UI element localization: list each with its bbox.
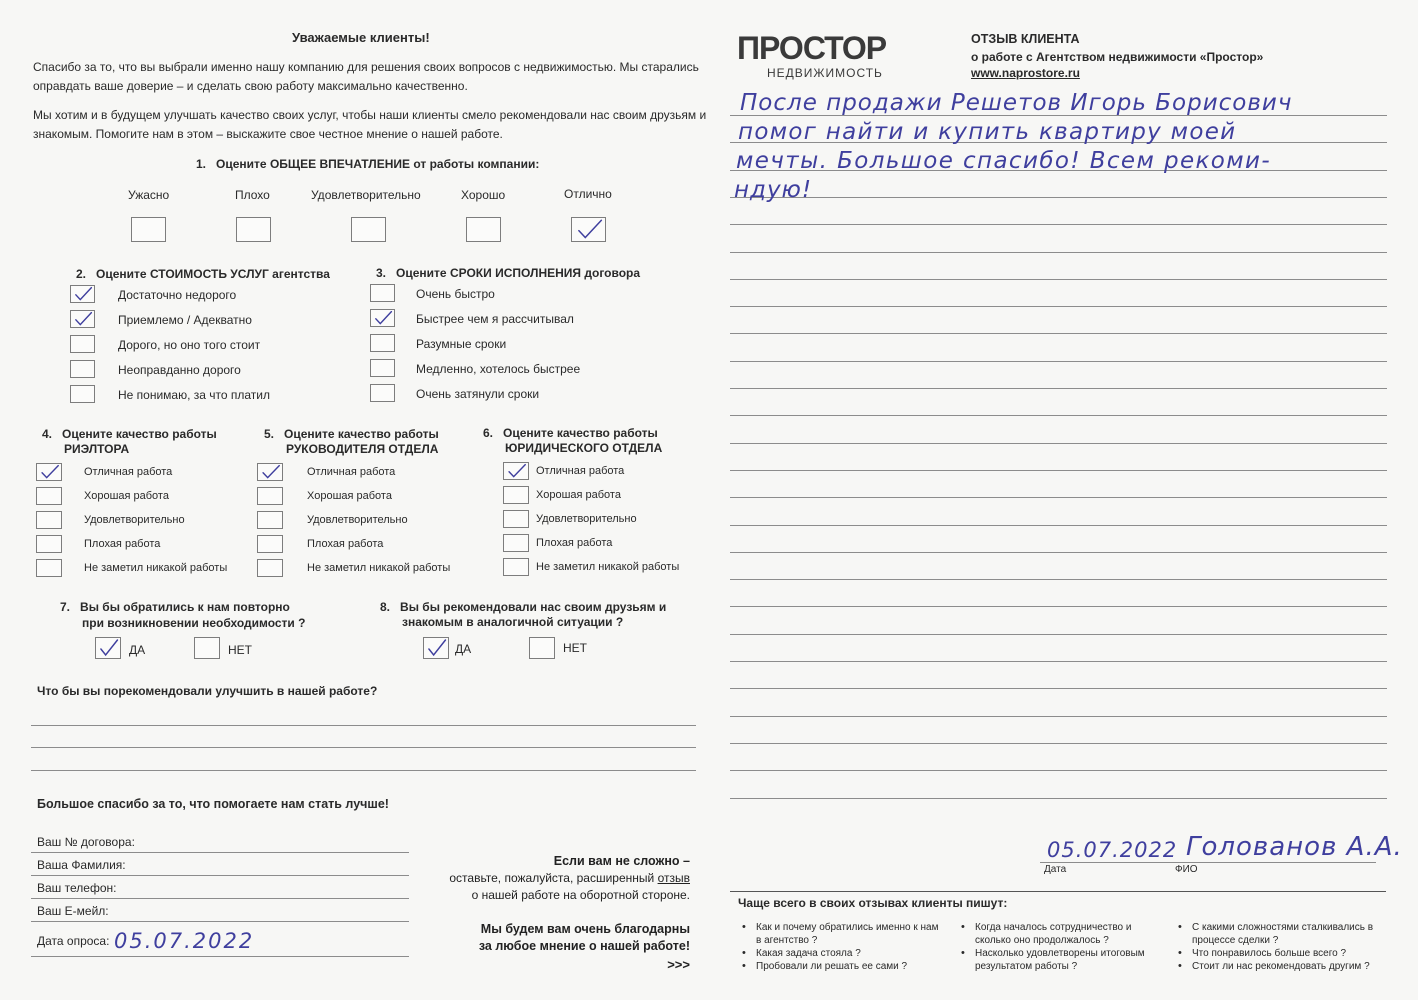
contract-label: Ваш № договора: [37, 835, 135, 849]
q7-yes-label: ДА [129, 643, 146, 657]
q5-option-checkbox[interactable] [257, 511, 283, 529]
q4-option-checkbox[interactable] [36, 487, 62, 505]
q3-option-checkbox[interactable] [370, 359, 395, 377]
q6-subject: ЮРИДИЧЕСКОГО ОТДЕЛА [505, 441, 663, 455]
q4-subject: РИЭЛТОРА [64, 442, 130, 456]
review-ruled-line[interactable] [730, 361, 1387, 362]
bullet-icon: • [961, 947, 965, 959]
tip-item [742, 921, 946, 947]
q1-option-checkbox[interactable] [571, 217, 606, 242]
surname-label: Ваша Фамилия: [37, 858, 126, 872]
bullet-icon: • [961, 921, 965, 933]
review-ruled-line[interactable] [730, 798, 1387, 799]
tips-divider [730, 891, 1386, 892]
date-value: 05.07.2022 [114, 929, 255, 953]
tip-text: Когда началось сотрудничество и сколько оно продолжалось ? [975, 922, 1132, 946]
q6-option-label: Отличная работа [536, 465, 625, 477]
phone-field[interactable] [31, 898, 409, 899]
q5-option-label: Отличная работа [307, 466, 396, 478]
q3-option-label: Быстрее чем я рассчитывал [416, 312, 574, 326]
checkmark-icon [572, 218, 605, 241]
review-text-line: После продажи Решетов Игорь Борисович [740, 90, 1293, 116]
surname-field[interactable] [31, 875, 409, 876]
q4-title [42, 427, 217, 441]
q1-option-label: Плохо [235, 188, 270, 202]
signature-date: 05.07.2022 [1047, 838, 1178, 862]
q6-option-label: Хорошая работа [536, 489, 621, 501]
improve-line[interactable] [31, 770, 696, 771]
tip-item [961, 921, 1170, 947]
q1-number: 1. [196, 157, 207, 171]
q4-option-label: Плохая работа [84, 538, 161, 550]
q2-number: 2. [76, 267, 87, 281]
email-field[interactable] [31, 921, 409, 922]
q7-yes-checkbox[interactable] [95, 637, 121, 659]
q2-option-label: Приемлемо / Адекватно [118, 313, 252, 327]
q5-number: 5. [264, 427, 275, 441]
q1-prefix: Оцените [216, 157, 267, 171]
checkmark-icon [424, 638, 448, 658]
q1-bold: ОБЩЕЕ ВПЕЧАТЛЕНИЕ [269, 157, 411, 171]
intro-text-2b: знакомым. Помогите нам в этом – выскажите свое честное мнение о нашей работе. [33, 127, 503, 141]
checkmark-icon [258, 464, 282, 480]
site-url[interactable]: www.naprostore.ru [971, 66, 1080, 80]
review-ruled-line[interactable] [730, 661, 1387, 662]
q2-option-checkbox[interactable] [70, 310, 95, 328]
q5-option-checkbox[interactable] [257, 535, 283, 553]
q2-option-checkbox[interactable] [70, 285, 95, 303]
q8-no-label: НЕТ [563, 641, 587, 655]
review-ruled-line[interactable] [730, 415, 1387, 416]
tip-text: Стоит ли нас рекомендовать другим ? [1192, 961, 1370, 972]
review-ruled-line[interactable] [730, 634, 1387, 635]
q7-number: 7. [60, 600, 71, 614]
q3-option-checkbox[interactable] [370, 334, 395, 352]
q1-option-label: Отлично [564, 187, 612, 201]
q8-yes-label: ДА [455, 642, 472, 656]
q3-option-label: Медленно, хотелось быстрее [416, 362, 581, 376]
q5-option-checkbox[interactable] [257, 463, 283, 481]
q3-suffix: договора [584, 266, 641, 280]
q5-option-label: Не заметил никакой работы [307, 562, 451, 574]
q4-option-label: Хорошая работа [84, 490, 169, 502]
date-caption: Дата [1044, 864, 1067, 875]
q5-option-label: Удовлетворительно [307, 514, 408, 526]
tip-text: Пробовали ли решать ее сами ? [756, 961, 908, 972]
q8-yes-checkbox[interactable] [423, 637, 449, 659]
q6-number: 6. [483, 426, 494, 440]
review-ruled-line[interactable] [730, 333, 1387, 334]
q4-option-label: Отличная работа [84, 466, 173, 478]
contract-field[interactable] [31, 852, 409, 853]
date-label: Дата опроса: [37, 934, 110, 948]
q1-option-checkbox[interactable] [351, 217, 386, 242]
bullet-icon: • [1178, 921, 1182, 933]
tip-item [742, 947, 946, 960]
q3-prefix: Оцените [396, 266, 447, 280]
q3-bold: СРОКИ ИСПОЛНЕНИЯ [449, 266, 582, 280]
q4-number: 4. [42, 427, 53, 441]
intro-text-1b: оправдать ваше доверие – и сделать свою работу максимально качественно. [33, 79, 468, 93]
q4-option-checkbox[interactable] [36, 511, 62, 529]
intro-text-2a: Мы хотим и в будущем улучшать качество своих услуг, чтобы наши клиенты смело рекомендовали нас своим друзьям и [33, 108, 707, 122]
q4-option-checkbox[interactable] [36, 535, 62, 553]
review-link[interactable]: отзыв [657, 871, 690, 885]
improve-line[interactable] [31, 725, 696, 726]
q3-option-label: Очень затянули сроки [416, 387, 540, 401]
review-ruled-line[interactable] [730, 688, 1387, 689]
review-title: ОТЗЫВ КЛИЕНТА [971, 32, 1080, 46]
q6-option-label: Плохая работа [536, 537, 613, 549]
review-ruled-line[interactable] [730, 443, 1387, 444]
q3-option-checkbox[interactable] [370, 309, 395, 327]
tip-text: С какими сложностями сталкивались в процессе сделки ? [1192, 922, 1374, 946]
q2-option-label: Достаточно недорого [118, 288, 237, 302]
q8-no-checkbox[interactable] [529, 637, 555, 659]
survey-heading: Уважаемые клиенты! [292, 30, 430, 45]
q5-option-label: Плохая работа [307, 538, 384, 550]
tip-item [742, 960, 946, 973]
q8-title [380, 600, 666, 614]
review-ruled-line[interactable] [730, 552, 1387, 553]
review-text-line: помог найти и купить квартиру моей [738, 119, 1237, 145]
review-ruled-line[interactable] [730, 224, 1387, 225]
review-ruled-line[interactable] [730, 279, 1387, 280]
tip-text: Какая задача стояла ? [756, 948, 861, 959]
q1-option-label: Ужасно [128, 188, 170, 202]
aside-note [420, 853, 690, 973]
tip-item [1178, 947, 1382, 960]
fio-caption: ФИО [1175, 864, 1198, 875]
email-label: Ваш E-мейл: [37, 904, 109, 918]
tips-title: Чаще всего в своих отзывах клиенты пишут: [738, 896, 1008, 910]
tip-item [961, 947, 1170, 973]
tip-text: Что понравилось больше всего ? [1192, 948, 1347, 959]
q3-option-label: Очень быстро [416, 287, 495, 301]
q6-option-checkbox[interactable] [503, 486, 529, 504]
q4-option-label: Удовлетворительно [84, 514, 185, 526]
review-ruled-line[interactable] [730, 606, 1387, 607]
q2-option-checkbox[interactable] [70, 385, 95, 403]
signature-name: Голованов А.А. [1186, 832, 1403, 862]
q2-suffix: агентства [272, 267, 330, 281]
bullet-icon: • [1178, 960, 1182, 972]
signature-line[interactable] [1040, 862, 1376, 863]
checkmark-icon [504, 463, 528, 479]
aside-line3: о нашей работе на оборотной стороне. [471, 888, 690, 902]
q2-option-checkbox[interactable] [70, 360, 95, 378]
q2-option-checkbox[interactable] [70, 335, 95, 353]
date-field[interactable] [31, 956, 409, 957]
review-ruled-line[interactable] [730, 306, 1387, 307]
q1-option-label: Удовлетворительно [311, 188, 421, 202]
aside-line5: за любое мнение о нашей работе! [478, 939, 690, 953]
aside-line2-text: оставьте, пожалуйста, расширенный [449, 871, 655, 885]
q8-line1: Вы бы рекомендовали нас своим друзьям и [400, 600, 667, 614]
review-ruled-line[interactable] [730, 770, 1387, 771]
q1-title [196, 157, 539, 171]
thanks-text: Большое спасибо за то, что помогаете нам стать лучше! [37, 797, 389, 811]
q5-option-checkbox[interactable] [257, 487, 283, 505]
q4-line1: Оцените качество работы [62, 427, 217, 441]
bullet-icon: • [1178, 947, 1182, 959]
q1-option-checkbox[interactable] [236, 217, 271, 242]
bullet-icon: • [742, 960, 746, 972]
bullet-icon: • [742, 921, 746, 933]
q1-option-checkbox[interactable] [131, 217, 166, 242]
improve-line[interactable] [31, 747, 696, 748]
tip-item [1178, 960, 1382, 973]
review-ruled-line[interactable] [730, 716, 1387, 717]
q3-option-label: Разумные сроки [416, 337, 507, 351]
improve-question: Что бы вы порекомендовали улучшить в нашей работе? [37, 684, 378, 698]
q8-number: 8. [380, 600, 391, 614]
q4-option-checkbox[interactable] [36, 463, 62, 481]
aside-line1: Если вам не сложно – [553, 854, 690, 868]
q4-option-label: Не заметил никакой работы [84, 562, 228, 574]
q3-number: 3. [376, 266, 387, 280]
checkmark-icon [96, 638, 120, 658]
q5-option-label: Хорошая работа [307, 490, 392, 502]
review-ruled-line[interactable] [730, 497, 1387, 498]
q4-option-checkbox[interactable] [36, 559, 62, 577]
q7-no-label: НЕТ [228, 643, 252, 657]
q5-line1: Оцените качество работы [284, 427, 439, 441]
q7-line2: при возникновении необходимости ? [82, 616, 306, 630]
tip-item [1178, 921, 1382, 947]
q8-line2: знакомым в аналогичной ситуации ? [402, 615, 624, 629]
logo-main: ПРОСТОР [737, 30, 887, 66]
q5-option-checkbox[interactable] [257, 559, 283, 577]
q5-title [264, 427, 439, 441]
review-subtitle: о работе с Агентством недвижимости «Простор» [971, 50, 1264, 64]
tip-text: Насколько удовлетворены итоговым результатом работы ? [975, 948, 1145, 972]
q6-option-checkbox[interactable] [503, 510, 529, 528]
review-ruled-line[interactable] [730, 525, 1387, 526]
tip-text: Как и почему обратились именно к нам в агентство ? [756, 922, 939, 946]
aside-line2 [420, 870, 690, 887]
logo [737, 32, 917, 80]
q3-title [376, 266, 640, 280]
q7-no-checkbox[interactable] [194, 637, 220, 659]
q1-option-checkbox[interactable] [466, 217, 501, 242]
q2-title [76, 267, 330, 281]
q2-option-label: Не понимаю, за что платил [118, 388, 271, 402]
q6-option-label: Не заметил никакой работы [536, 561, 680, 573]
checkmark-icon [71, 286, 94, 302]
intro-text-1a: Спасибо за то, что вы выбрали именно нашу компанию для решения своих вопросов с недвижимостью. Мы старались [33, 60, 699, 74]
q6-option-checkbox[interactable] [503, 534, 529, 552]
q6-option-checkbox[interactable] [503, 558, 529, 576]
checkmark-icon [37, 464, 61, 480]
q6-title [483, 426, 658, 440]
q6-option-checkbox[interactable] [503, 462, 529, 480]
q2-option-label: Дорого, но оно того стоит [118, 338, 261, 352]
review-text-line: ндую! [734, 177, 813, 203]
q2-prefix: Оцените [96, 267, 147, 281]
q2-option-label: Неоправданно дорого [118, 363, 241, 377]
q7-line1: Вы бы обратились к нам повторно [80, 600, 290, 614]
review-ruled-line[interactable] [730, 579, 1387, 580]
q5-subject: РУКОВОДИТЕЛЯ ОТДЕЛА [286, 442, 439, 456]
review-text-line: мечты. Большое спасибо! Всем рекоми- [736, 148, 1272, 174]
checkmark-icon [371, 310, 394, 326]
q6-line1: Оцените качество работы [503, 426, 658, 440]
q6-option-label: Удовлетворительно [536, 513, 637, 525]
review-ruled-line[interactable] [730, 743, 1387, 744]
bullet-icon: • [742, 947, 746, 959]
q7-title [60, 600, 290, 614]
review-ruled-line[interactable] [730, 388, 1387, 389]
q3-option-checkbox[interactable] [370, 384, 395, 402]
review-ruled-line[interactable] [730, 470, 1387, 471]
q2-bold: СТОИМОСТЬ УСЛУГ [149, 267, 269, 281]
logo-sub: НЕДВИЖИМОСТЬ [767, 66, 883, 80]
q1-suffix: от работы компании: [413, 157, 540, 171]
q3-option-checkbox[interactable] [370, 284, 395, 302]
checkmark-icon [71, 311, 94, 327]
aside-line4: Мы будем вам очень благодарны [480, 922, 690, 936]
next-page-arrows[interactable]: >>> [667, 957, 690, 972]
q1-option-label: Хорошо [461, 188, 506, 202]
review-ruled-line[interactable] [730, 252, 1387, 253]
phone-label: Ваш телефон: [37, 881, 117, 895]
review-ruled-line[interactable] [730, 197, 1387, 198]
